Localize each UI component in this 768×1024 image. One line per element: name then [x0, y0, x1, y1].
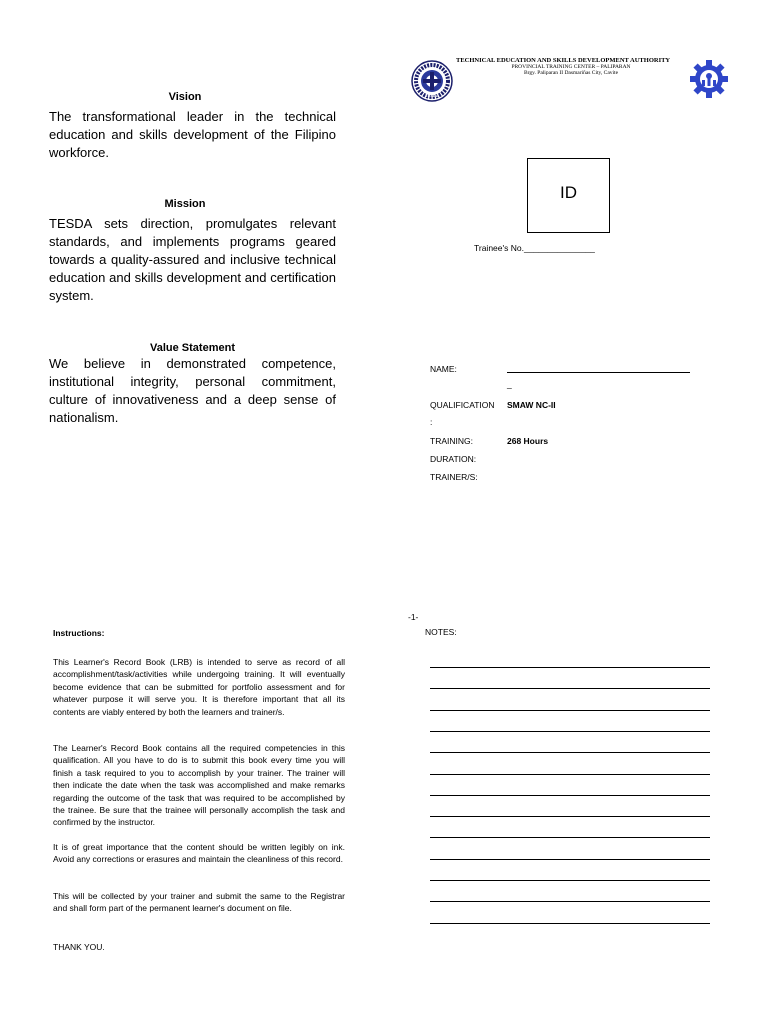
notes-line	[430, 774, 710, 775]
training-hours-value: 268 Hours	[507, 436, 549, 446]
notes-line	[430, 688, 710, 689]
qualification-value: SMAW NC-II	[507, 400, 556, 410]
notes-label: NOTES:	[425, 627, 457, 637]
center-address: Brgy. Paliparan II Dasmariñas City, Cavite	[523, 70, 619, 76]
notes-line	[430, 752, 710, 753]
trainee-number-label: Trainee's No.	[474, 243, 524, 253]
notes-line	[430, 859, 710, 860]
training-center-name: PROVINCIAL TRAINING CENTER – PALIPARAN	[511, 64, 631, 70]
notes-line	[430, 710, 710, 711]
instructions-heading: Instructions:	[53, 628, 105, 638]
trainee-number-field	[474, 243, 595, 253]
notes-line	[430, 901, 710, 902]
notes-line	[430, 880, 710, 881]
name-label: NAME:	[430, 364, 457, 374]
notes-line	[430, 816, 710, 817]
notes-line	[430, 731, 710, 732]
training-label: TRAINING:	[430, 436, 473, 446]
id-photo-box	[527, 158, 610, 233]
qualification-colon: :	[430, 417, 433, 427]
tesda-gear-logo-icon	[689, 59, 729, 99]
mission-heading: Mission	[164, 198, 206, 210]
agency-name: TECHNICAL EDUCATION AND SKILLS DEVELOPMENT AUTHORITY	[456, 57, 671, 64]
notes-line	[430, 923, 710, 924]
instructions-paragraph-3: It is of great importance that the content should be written legibly on ink. Avoid any corrections or erasures and maintain the cleanliness of this record.	[53, 842, 345, 865]
id-label: ID	[560, 183, 577, 202]
page-number: -1-	[408, 612, 419, 622]
duration-label: DURATION:	[430, 454, 477, 464]
mission-text: TESDA sets direction, promulgates relevant standards, and implements programs geared towards a quality-assured and inclusive technical education and skills development and certification system.	[49, 216, 336, 303]
thank-you-text: THANK YOU.	[53, 942, 105, 952]
value-statement-heading: Value Statement	[150, 342, 235, 354]
seal-text: TESDA	[425, 93, 439, 98]
trainers-label: TRAINER/S:	[430, 472, 478, 482]
vision-heading: Vision	[168, 91, 202, 103]
vision-text: The transformational leader in the technical education and skills development of the Filipino workforce.	[49, 109, 336, 160]
instructions-paragraph-4: This will be collected by your trainer and submit the same to the Registrar and shall form part of the permanent learner's document on file.	[53, 891, 345, 914]
notes-line	[430, 795, 710, 796]
trainee-number-blank: _______________	[523, 243, 595, 253]
value-statement-text: We believe in demonstrated competence, institutional integrity, personal commitment, culture of innovativeness and a deep sense of nationalism.	[49, 356, 336, 425]
tesda-seal-icon	[411, 60, 453, 102]
name-underline-tail: _	[507, 379, 512, 389]
notes-line	[430, 667, 710, 668]
agency-header	[456, 57, 686, 76]
instructions-paragraph-2: The Learner's Record Book contains all the required competencies in this qualification. All you have to do is to submit this book every time you will finish a task required to you to accomplish by your trainer. The trainer will then indicate the date when the task was accomplished and make remarks regarding the outcome of the task that was required to be accomplished by the trainee. Be sure that the trainee will personally accomplish the task and confirmed by the instructor.	[53, 743, 345, 828]
instructions-paragraph-1: This Learner's Record Book (LRB) is intended to serve as record of all accomplishment/task/activities while undergoing training. It will eventually become evidence that can be submitted for portfolio assessment and for whatever purpose it will serve you. It is therefore important that all its contents are viably entered by both the learners and trainer/s.	[53, 657, 345, 717]
qualification-label: QUALIFICATION	[430, 400, 495, 410]
notes-line	[430, 837, 710, 838]
name-underline	[507, 372, 690, 373]
